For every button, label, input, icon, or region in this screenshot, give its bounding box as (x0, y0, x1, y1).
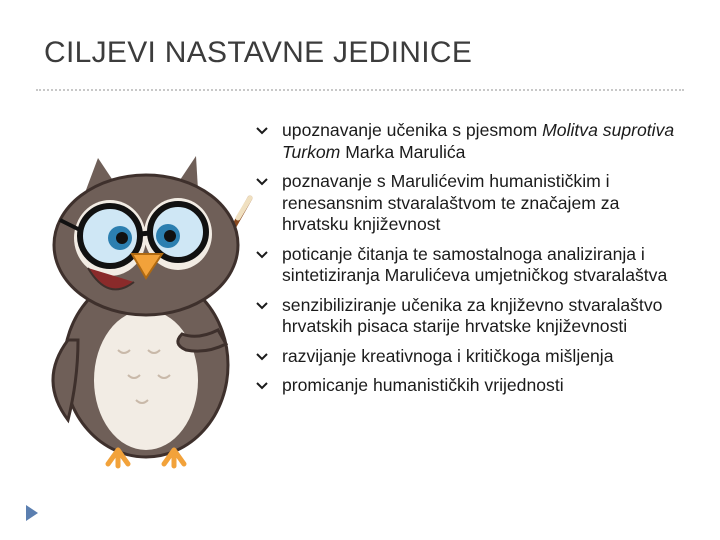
bullet-text: poticanje čitanja te samostalnoga analiziranja i sintetiziranja Marulićeva umjetničkog stvaralaštva (282, 243, 668, 285)
slide-title: CILJEVI NASTAVNE JEDINICE (44, 36, 473, 69)
list-item (254, 346, 684, 368)
owl-teacher-illustration (28, 150, 268, 470)
list-item (254, 295, 684, 338)
list-item (254, 375, 684, 397)
bullet-text: razvijanje kreativnoga i kritičkoga mišljenja (282, 345, 614, 366)
bullet-text: Marka Marulića (340, 141, 466, 162)
list-item (254, 120, 684, 163)
bullet-icon (256, 126, 268, 136)
bullet-icon (256, 250, 268, 260)
bullet-text: upoznavanje učenika s pjesmom (282, 120, 543, 140)
nav-arrow-icon[interactable] (24, 503, 40, 523)
poem-title: Molitva suprotiva Turkom (282, 120, 675, 162)
list-item (254, 171, 684, 236)
objectives-list (254, 120, 684, 405)
bullet-text: poznavanje s Marulićevim humanističkim i renesansnim stvaralaštvom te značajem za hrvatsku književnost (282, 171, 620, 234)
bullet-text: senzibiliziranje učenika za književno stvaralaštvo hrvatskih pisaca starije hrvatske književnosti (282, 294, 663, 336)
list-item (254, 244, 684, 287)
bullet-text: promicanje humanističkih vrijednosti (282, 375, 564, 395)
bullet-icon (256, 352, 268, 362)
title-divider (36, 89, 684, 91)
bullet-icon (256, 301, 268, 311)
bullet-icon (256, 381, 268, 391)
bullet-icon (256, 177, 268, 187)
